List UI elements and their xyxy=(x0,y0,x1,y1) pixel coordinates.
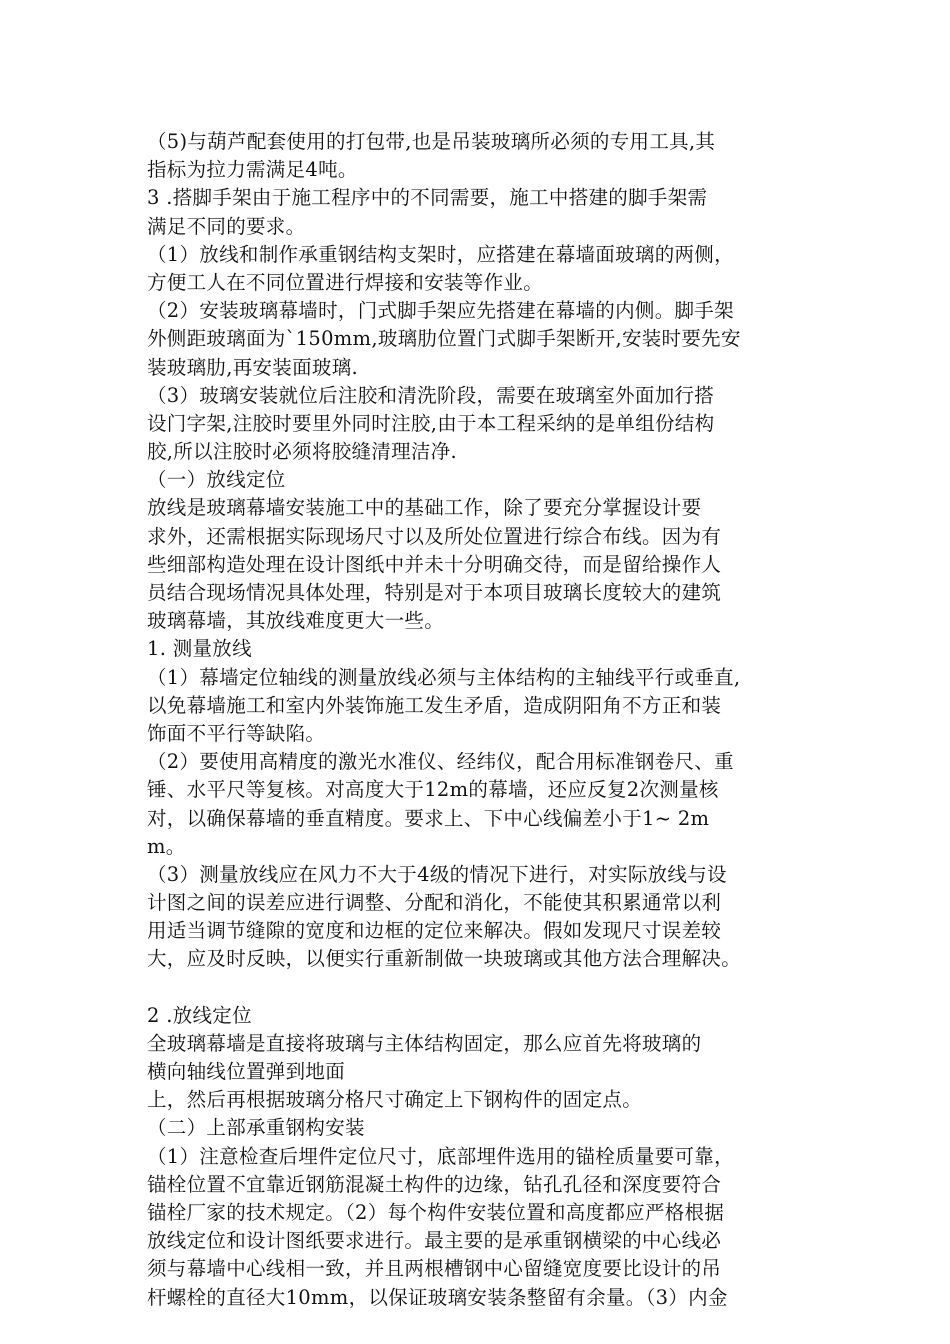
text-line: （1）放线和制作承重钢结构支架时，应搭建在幕墙面玻璃的两侧， xyxy=(147,242,734,266)
text-line: 放线是玻璃幕墙安装施工中的基础工作，除了要充分掌握设计要 xyxy=(147,496,702,520)
text-line: 1. 测量放线 xyxy=(147,637,252,661)
text-line: （3）玻璃安装就位后注胶和清洗阶段，需要在玻璃室外面加行搭 xyxy=(147,383,715,407)
text-line: 杆螺栓的直径大10mm，以保证玻璃安装条整留有余量。（3）内金 xyxy=(147,1285,728,1309)
text-line: 横向轴线位置弹到地面 xyxy=(147,1060,346,1083)
text-line: 3 .搭脚手架由于施工程序中的不同需要，施工中搭建的脚手架需 xyxy=(147,186,708,210)
text-line: 饰面不平行等缺陷。 xyxy=(147,721,326,745)
text-line: 些细部构造处理在设计图纸中并未十分明确交待，而是留给操作人 xyxy=(147,552,722,576)
text-line: 大，应及时反映，以便实行重新制做一块玻璃或其他方法合理解决。 xyxy=(147,947,742,971)
text-line: 全玻璃幕墙是直接将玻璃与主体结构固定，那么应首先将玻璃的 xyxy=(147,1031,702,1055)
text-line: 须与幕墙中心线相一致，并且两根槽钢中心留缝宽度要比设计的吊 xyxy=(147,1257,722,1281)
text-line: 锚栓位置不宜靠近钢筋混凝土构件的边缘，钻孔孔径和深度要符合 xyxy=(147,1172,722,1196)
text-line: 求外，还需根据实际现场尺寸以及所处位置进行综合布线。因为有 xyxy=(147,524,722,548)
blank-line xyxy=(147,974,815,1002)
text-line: 指标为拉力需满足4吨。 xyxy=(147,158,358,182)
text-line: 方便工人在不同位置进行焊接和安装等作业。 xyxy=(147,270,544,294)
text-line: 用适当调节缝隙的宽度和边框的定位来解决。假如发现尺寸误差较 xyxy=(147,919,722,943)
text-line: 放线定位和设计图纸要求进行。最主要的是承重钢横梁的中心线必 xyxy=(147,1229,722,1253)
text-line: 胶,所以注胶时必须将胶缝清理洁净. xyxy=(147,440,457,464)
text-line: 以免幕墙施工和室内外装饰施工发生矛盾，造成阴阳角不方正和装 xyxy=(147,693,722,717)
text-line: 计图之间的误差应进行调整、分配和消化，不能使其积累通常以利 xyxy=(147,891,722,915)
text-line: 设门字架,注胶时要里外同时注胶,由于本工程采纳的是单组份结构 xyxy=(147,411,715,435)
text-line: 玻璃幕墙，其放线难度更大一些。 xyxy=(147,609,445,633)
text-line: （二）上部承重钢构安装 xyxy=(147,1116,365,1140)
text-line: （2）安装玻璃幕墙时，门式脚手架应先搭建在幕墙的内侧。脚手架 xyxy=(147,299,734,323)
text-line: m。 xyxy=(147,834,186,858)
text-line: 锚栓厂家的技术规定。（2）每个构件安装位置和高度都应严格根据 xyxy=(147,1200,725,1224)
document-body xyxy=(147,128,815,1312)
text-line: 对，以确保幕墙的垂直精度。要求上、下中心线偏差小于1~ 2m xyxy=(147,806,710,830)
text-line: 上，然后再根据玻璃分格尺寸确定上下钢构件的固定点。 xyxy=(147,1088,643,1112)
text-line: （一）放线定位 xyxy=(147,468,286,492)
text-line: 装玻璃肋,再安装面玻璃. xyxy=(147,355,358,379)
text-line: 外侧距玻璃面为`150mm,玻璃肋位置门式脚手架断开,安装时要先安 xyxy=(147,327,741,351)
text-line: （1）幕墙定位轴线的测量放线必须与主体结构的主轴线平行或垂直, xyxy=(147,665,741,689)
text-line: （5)与葫芦配套使用的打包带,也是吊装玻璃所必须的专用工具,其 xyxy=(147,130,716,153)
text-line: （2）要使用高精度的激光水准仪、经纬仪，配合用标准钢卷尺、重 xyxy=(147,750,734,774)
text-line: 2 .放线定位 xyxy=(147,1003,252,1027)
text-line: 满足不同的要求。 xyxy=(147,214,306,238)
text-line: （1）注意检查后埋件定位尺寸，底部埋件选用的锚栓质量要可靠， xyxy=(147,1144,734,1168)
text-line: （3）测量放线应在风力不大于4级的情况下进行，对实际放线与设 xyxy=(147,862,727,886)
text-line: 锤、水平尺等复核。对高度大于12m的幕墙，还应反复2次测量核 xyxy=(147,778,719,802)
text-line: 员结合现场情况具体处理，特别是对于本项目玻璃长度较大的建筑 xyxy=(147,581,722,604)
